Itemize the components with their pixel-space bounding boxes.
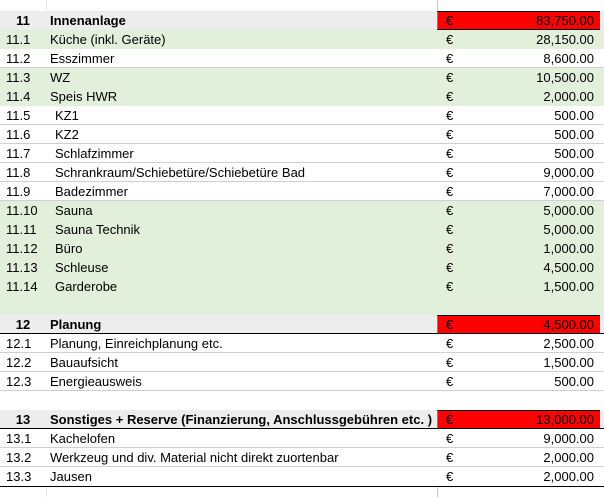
item-amount: 2,500.00 [543, 336, 594, 351]
section-total: 13,000.00 [536, 412, 594, 427]
table-row[interactable] [0, 163, 604, 182]
item-label: Kachelofen [50, 431, 116, 446]
currency-symbol: € [446, 203, 454, 218]
section-header-row[interactable] [0, 11, 604, 30]
currency-symbol: € [446, 222, 454, 237]
currency-symbol: € [446, 184, 454, 199]
currency-symbol: € [446, 108, 454, 123]
currency-symbol: € [446, 279, 454, 294]
item-amount: 5,000.00 [543, 203, 594, 218]
item-amount: 500.00 [554, 108, 594, 123]
item-amount: 7,000.00 [543, 184, 594, 199]
section-header-row[interactable] [0, 315, 604, 334]
currency-symbol: € [446, 336, 454, 351]
item-number: 11.5 [6, 108, 31, 123]
item-label: Schlafzimmer [55, 146, 134, 161]
currency-symbol: € [446, 241, 454, 256]
section-total: 83,750.00 [536, 13, 594, 28]
currency-symbol: € [446, 374, 454, 389]
item-label: Büro [55, 241, 83, 256]
table-row[interactable] [0, 87, 604, 106]
item-number: 13.2 [6, 450, 32, 465]
item-label: Garderobe [55, 279, 118, 294]
item-label: Sauna Technik [55, 222, 141, 237]
item-label: Schleuse [55, 260, 109, 275]
table-row[interactable] [0, 49, 604, 68]
table-row[interactable] [0, 429, 604, 448]
item-number: 11.14 [6, 279, 38, 294]
table-row[interactable] [0, 353, 604, 372]
table-row[interactable] [0, 220, 604, 239]
table-row[interactable] [0, 467, 604, 487]
table-row[interactable] [0, 239, 604, 258]
item-number: 11.8 [6, 165, 31, 180]
item-number: 11.10 [6, 203, 38, 218]
table-row[interactable] [0, 334, 604, 353]
section-header-row[interactable] [0, 410, 604, 429]
currency-symbol: € [446, 13, 454, 28]
item-amount: 28,150.00 [536, 32, 594, 47]
item-amount: 1,500.00 [543, 355, 594, 370]
currency-symbol: € [446, 355, 454, 370]
item-label: WZ [50, 70, 71, 85]
currency-symbol: € [446, 146, 454, 161]
currency-symbol: € [446, 317, 454, 332]
spacer-row[interactable] [0, 391, 604, 410]
item-number: 11.12 [6, 241, 38, 256]
item-amount: 2,000.00 [543, 450, 594, 465]
item-number: 12.3 [6, 374, 32, 389]
item-amount: 1,500.00 [543, 279, 594, 294]
section-number: 11 [16, 13, 30, 28]
section-total: 4,500.00 [543, 317, 594, 332]
item-label: Speis HWR [50, 89, 118, 104]
currency-symbol: € [446, 431, 454, 446]
table-row[interactable] [0, 125, 604, 144]
item-label: Schrankraum/Schiebetüre/Schiebetüre Bad [55, 165, 306, 180]
item-number: 11.13 [6, 260, 38, 275]
table-row[interactable] [0, 258, 604, 277]
section-number: 13 [15, 412, 31, 427]
item-amount: 2,000.00 [543, 89, 594, 104]
section-number: 12 [15, 317, 31, 332]
table-row[interactable] [0, 182, 604, 201]
table-row[interactable] [0, 144, 604, 163]
currency-symbol: € [446, 127, 454, 142]
item-number: 12.1 [6, 336, 32, 351]
item-number: 11.2 [6, 51, 31, 66]
item-number: 12.2 [6, 355, 32, 370]
item-amount: 1,000.00 [543, 241, 594, 256]
currency-symbol: € [446, 260, 454, 275]
item-label: Küche (inkl. Geräte) [50, 32, 166, 47]
item-amount: 9,000.00 [543, 165, 594, 180]
item-amount: 9,000.00 [543, 431, 594, 446]
item-amount: 500.00 [554, 374, 594, 389]
item-number: 11.1 [6, 32, 31, 47]
currency-symbol: € [446, 165, 454, 180]
item-label: Energieausweis [50, 374, 142, 389]
item-label: Planung, Einreichplanung etc. [50, 336, 223, 351]
currency-symbol: € [446, 32, 454, 47]
currency-symbol: € [446, 51, 454, 66]
item-label: KZ2 [55, 127, 79, 142]
table-row[interactable] [0, 372, 604, 391]
item-number: 11.4 [6, 89, 31, 104]
item-amount: 5,000.00 [543, 222, 594, 237]
currency-symbol: € [446, 450, 454, 465]
section-title: Innenanlage [50, 13, 126, 28]
currency-symbol: € [446, 70, 454, 85]
table-row[interactable] [0, 448, 604, 467]
section-title: Sonstiges + Reserve (Finanzierung, Anschlussgebühren etc. ) [50, 412, 433, 427]
item-number: 11.11 [6, 222, 37, 237]
currency-symbol: € [446, 469, 454, 484]
item-label: KZ1 [55, 108, 79, 123]
item-label: Badezimmer [55, 184, 128, 199]
table-row[interactable] [0, 30, 604, 49]
item-number: 11.7 [6, 146, 31, 161]
table-row[interactable] [0, 68, 604, 87]
item-amount: 2,000.00 [543, 469, 594, 484]
spacer-row[interactable] [0, 296, 604, 315]
item-number: 13.3 [6, 469, 32, 484]
item-label: Bauaufsicht [50, 355, 118, 370]
currency-symbol: € [446, 89, 454, 104]
item-amount: 500.00 [554, 127, 594, 142]
item-number: 11.3 [6, 70, 31, 85]
item-amount: 4,500.00 [543, 260, 594, 275]
section-title: Planung [50, 317, 102, 332]
item-label: Sauna [55, 203, 93, 218]
item-label: Esszimmer [50, 51, 115, 66]
table-row[interactable] [0, 201, 604, 220]
item-amount: 10,500.00 [536, 70, 594, 85]
item-number: 11.9 [6, 184, 31, 199]
table-row[interactable] [0, 106, 604, 125]
item-label: Jausen [50, 469, 92, 484]
item-label: Werkzeug und div. Material nicht direkt zuortenbar [50, 450, 339, 465]
table-row[interactable] [0, 277, 604, 296]
item-number: 11.6 [6, 127, 31, 142]
item-amount: 500.00 [554, 146, 594, 161]
item-amount: 8,600.00 [543, 51, 594, 66]
currency-symbol: € [446, 412, 454, 427]
item-number: 13.1 [6, 431, 32, 446]
